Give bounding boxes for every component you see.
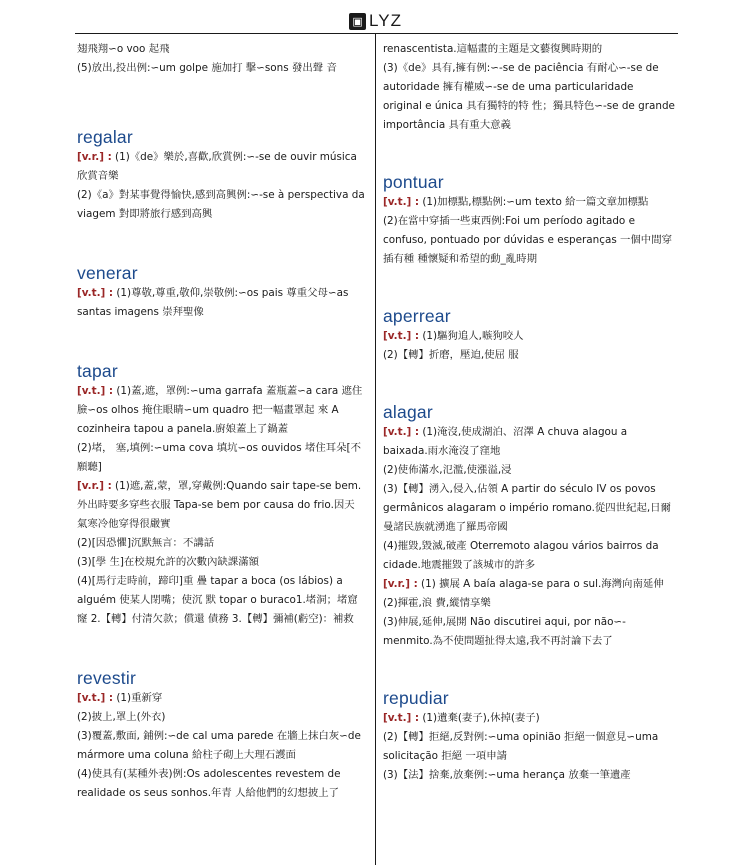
definition-text: (1)遮,蓋,蒙，罩,穿戴例:Quando sair tape-se bem.外出時要多穿些衣服 Tapa-se bem por causa do frio.因天 氣寒冷他穿得很嚴實 xyxy=(77,480,362,530)
entry-term: pontuar xyxy=(383,172,444,192)
page-header xyxy=(0,10,751,32)
definition-line: (2)使佈滿水,氾濫,使漲溢,浸 xyxy=(383,464,512,476)
definition-text: (1)蓋,遮，罩例:∽uma garrafa 蓋瓶蓋∽a cara 遮住臉∽os olhos 掩住眼睛∽um quadro 把一幅畫罩起 來 A cozinheira tapou a panela.廚娘蓋上了鍋蓋 xyxy=(77,385,363,435)
definition-text: (1)驅狗追人,嗾狗咬人 xyxy=(422,330,524,342)
entry-term: alagar xyxy=(383,402,433,422)
pos-label: [v.t.] : xyxy=(383,426,420,438)
definition-text: (1)重新穿 xyxy=(116,692,163,704)
definition-line: (2)堵， 塞,填例:∽uma cova 填坑∽os ouvidos 堵住耳朵[不願聽] xyxy=(77,442,361,473)
entry-aperrear xyxy=(383,305,675,365)
entry-term: venerar xyxy=(77,263,138,283)
column-divider xyxy=(375,34,376,865)
definition-line: (2)【轉】折磨，壓迫,使屈 服 xyxy=(383,349,519,361)
pos-label: [v.t.] : xyxy=(383,712,420,724)
definition-line: (4)[馬行走時前，蹄印]重 疊 tapar a boca (os lábios) a alguém 使某人閉嘴；使沉 默 topar o buraco1.堵洞；堵窟窿 2.【轉】付清欠款；償還 債務 3.【轉】彌補(虧空)：補救 xyxy=(77,575,358,625)
entry-repudiar xyxy=(383,687,675,785)
definition-line xyxy=(77,689,367,708)
pos-label: [v.t.] : xyxy=(383,330,420,342)
definition-text: (1)加標點,標點例:∽um texto 給一篇文章加標點 xyxy=(422,196,649,208)
pos-label: [v.t.] : xyxy=(383,196,420,208)
pos-label: [v.t.] : xyxy=(77,692,114,704)
pos-label: [v.t.] : xyxy=(77,287,114,299)
entry-tapar xyxy=(77,360,367,629)
entry-term: tapar xyxy=(77,361,118,381)
definition-line: (2)揮霍,浪 費,縱情享樂 xyxy=(383,597,491,609)
right-column xyxy=(383,40,675,785)
left-column xyxy=(77,40,367,803)
entry-venerar xyxy=(77,262,367,322)
pos-label: [v.r.] : xyxy=(77,151,112,163)
carryover-line: renascentista.這幅畫的主題是文藝復興時期的 xyxy=(383,43,603,55)
definition-text: (1) 擴展 A baía alaga-se para o sul.海灣向南延伸 xyxy=(421,578,664,590)
carryover-line: 翅飛翔∽o voo 起飛 xyxy=(77,43,170,55)
pos-label: [v.r.] : xyxy=(383,578,418,590)
definition-line xyxy=(77,382,367,439)
definition-line: (2)【轉】拒絕,反對例:∽uma opinião 拒絕一個意見∽uma solicitação 拒絕 一項申請 xyxy=(383,731,659,762)
definition-line xyxy=(77,284,367,322)
header-rule xyxy=(75,33,678,34)
definition-text: (1)尊敬,尊重,敬仰,崇敬例:∽os pais 尊重父母∽as santas imagens 崇拜聖像 xyxy=(77,287,349,318)
definition-line xyxy=(383,575,675,594)
definition-line xyxy=(383,327,675,346)
pos-label: [v.t.] : xyxy=(77,385,114,397)
entry-regalar xyxy=(77,126,367,224)
definition-line xyxy=(77,477,367,534)
definition-line: (3)伸展,延伸,展開 Não discutirei aqui, por não∽-menmito.為不使問題扯得太遠,我不再討論下去了 xyxy=(383,616,626,647)
definition-text: (1)《de》樂於,喜歡,欣賞例:∽-se de ouvir música 欣賞音樂 xyxy=(77,151,357,182)
definition-text: (1)淹沒,使成湖泊、沼澤 A chuva alagou a baixada.雨水淹沒了窪地 xyxy=(383,426,628,457)
pos-label: [v.r.] : xyxy=(77,480,112,492)
carryover-line: (3)《de》具有,擁有例:∽-se de paciência 有耐心∽-se de autoridade 擁有權威∽-se de uma particularidade original e única 具有獨特的特 性；獨具特色∽-se de grande importância 具有重大意義 xyxy=(383,62,675,131)
definition-line: (3)覆蓋,敷面, 鋪例:∽de cal uma parede 在牆上抹白灰∽de mármore uma coluna 給柱子砌上大理石護面 xyxy=(77,730,361,761)
entry-revestir xyxy=(77,667,367,803)
entry-alagar xyxy=(383,401,675,651)
definition-line: (2)[因恐懼]沉默無言：不講話 xyxy=(77,537,215,549)
definition-line xyxy=(383,709,675,728)
definition-line: (4)摧毀,毀滅,破產 Oterremoto alagou vários bairros da cidade.地震摧毀了該城市的許多 xyxy=(383,540,659,571)
logo-icon: ▣ xyxy=(349,13,366,30)
definition-line: (3)【轉】湧入,侵入,佔領 A partir do século IV os povos germânicos alagaram o império romano.從四世紀起,日爾 曼諸民族就湧進了羅馬帝國 xyxy=(383,483,671,533)
definition-line: (2)《a》對某事覺得愉快,感到高興例:∽-se à perspectiva da viagem 對即將旅行感到高興 xyxy=(77,189,365,220)
carryover-line: (5)放出,投出例:∽um golpe 施加打 擊∽sons 發出聲 音 xyxy=(77,62,337,74)
definition-line: (3)[學 生]在校規允許的次數內缺課滿額 xyxy=(77,556,259,568)
entry-term: aperrear xyxy=(383,306,451,326)
logo-text: LYZ xyxy=(369,11,402,30)
definition-line: (4)使具有(某種外表)例:Os adolescentes revestem de realidade os seus sonhos.年青 人給他們的幻想披上了 xyxy=(77,768,341,799)
entry-pontuar xyxy=(383,171,675,269)
entry-term: regalar xyxy=(77,127,133,147)
definition-line: (2)披上,罩上(外衣) xyxy=(77,711,166,723)
definition-line xyxy=(383,423,675,461)
entry-term: revestir xyxy=(77,668,136,688)
definition-line: (2)在當中穿插一些東西例:Foi um período agitado e confuso, pontuado por dúvidas e esperanças 一個中間穿插有種 種懷疑和希望的動_亂時期 xyxy=(383,215,672,265)
definition-text: (1)遺棄(妻子),休掉(妻子) xyxy=(422,712,540,724)
definition-line: (3)【法】捨棄,放棄例:∽uma herança 放棄一筆遺產 xyxy=(383,769,631,781)
definition-line xyxy=(383,193,675,212)
entry-term: repudiar xyxy=(383,688,449,708)
definition-line xyxy=(77,148,367,186)
